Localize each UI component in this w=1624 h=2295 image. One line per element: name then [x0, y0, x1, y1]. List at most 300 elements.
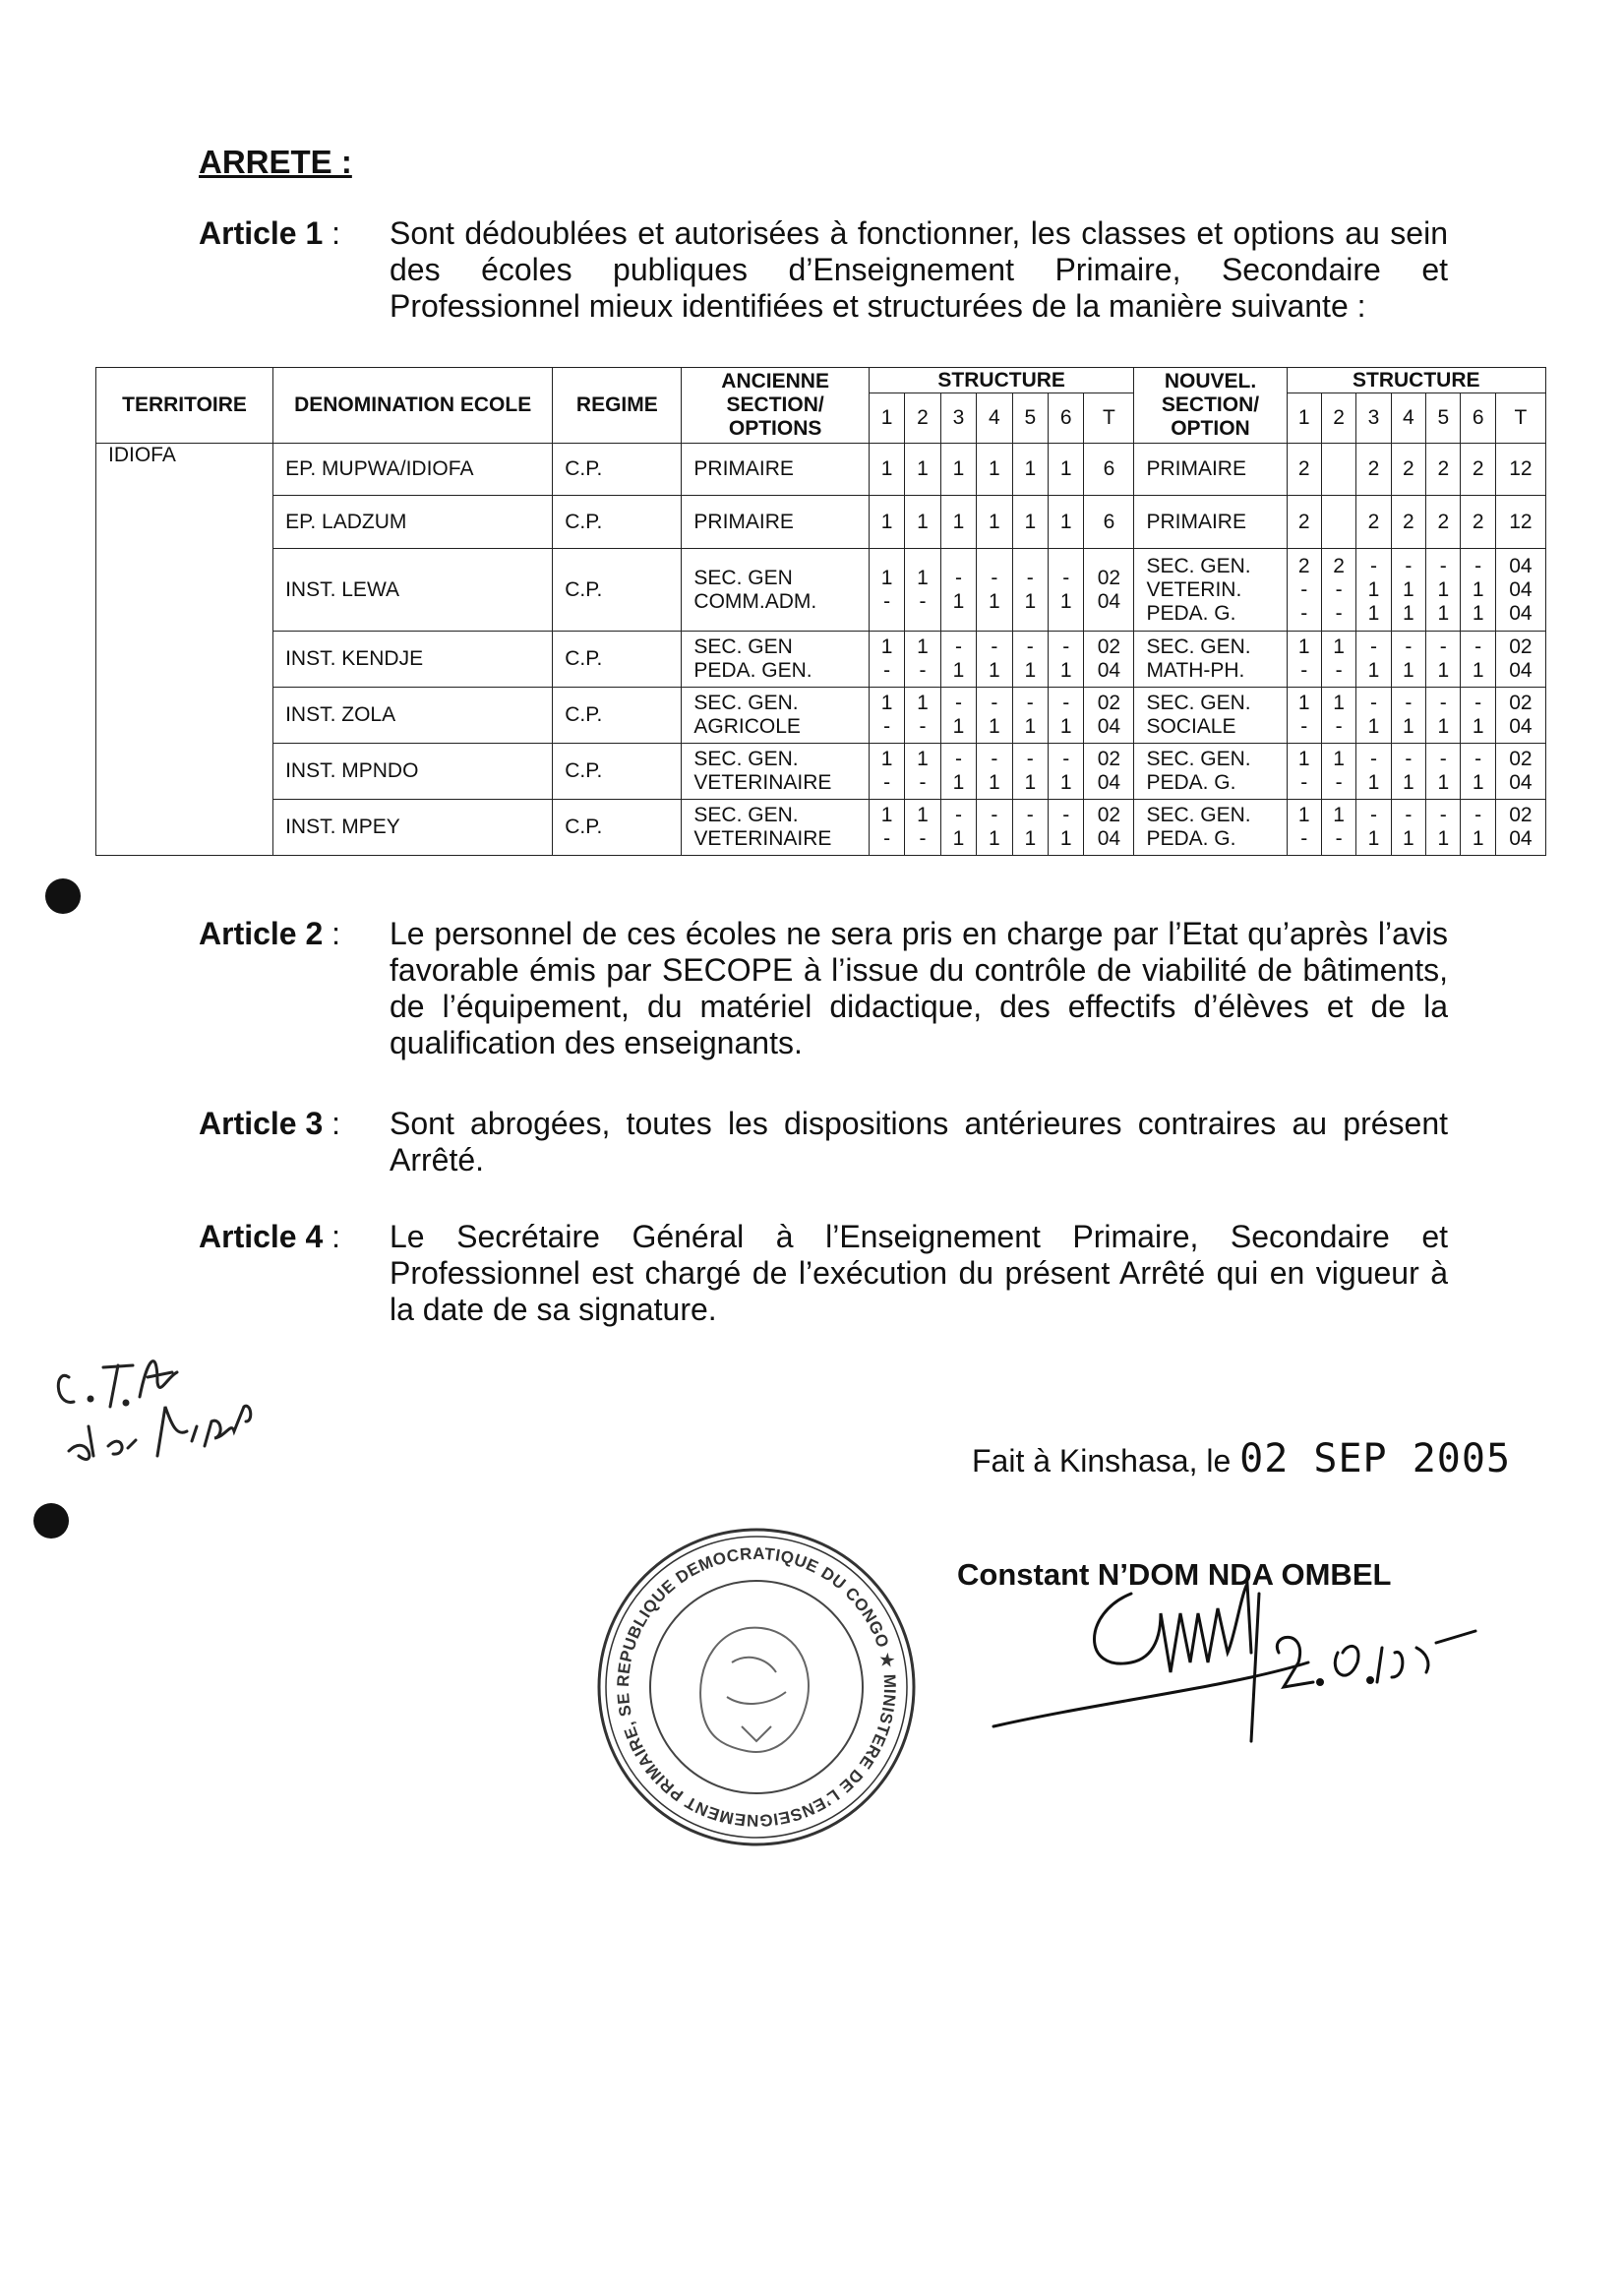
structure-cell	[977, 688, 1012, 744]
section-line: PEDA. G.	[1146, 771, 1236, 795]
old-section-cell	[682, 744, 869, 800]
structure-value: -	[1474, 635, 1482, 659]
structure-value: 1	[917, 510, 929, 533]
structure-value: -	[1062, 748, 1070, 771]
structure-value: 02	[1509, 692, 1533, 715]
structure-value: 1	[1403, 715, 1414, 739]
structure-cell	[1391, 744, 1425, 800]
structure-cell	[905, 496, 940, 548]
section-line: SEC. GEN.	[1146, 554, 1251, 577]
structure-cell	[1495, 800, 1545, 856]
old-section-cell	[682, 444, 869, 496]
structure-value: 04	[1097, 827, 1121, 851]
structure-cell	[1391, 444, 1425, 496]
structure-value: 1	[1437, 659, 1450, 683]
structure-cell	[1287, 496, 1321, 548]
table-row	[96, 800, 1546, 856]
regime-cell: C.P.	[553, 548, 682, 632]
section-line: AGRICOLE	[693, 715, 801, 739]
new-section-cell	[1134, 688, 1287, 744]
structure-cell	[1084, 688, 1134, 744]
section-line: PEDA. G.	[1146, 601, 1236, 625]
structure-value: 1	[989, 510, 1000, 533]
structure-value: -	[1370, 635, 1377, 659]
structure-value: 2	[1403, 510, 1414, 533]
structure-value: 04	[1097, 589, 1121, 613]
structure-value: 6	[1103, 457, 1115, 481]
structure-value: 1	[880, 692, 893, 715]
new-section-cell	[1134, 548, 1287, 632]
structure-value: 1	[880, 510, 893, 533]
new-section-cell	[1134, 632, 1287, 688]
structure-cell	[1391, 800, 1425, 856]
structure-value: -	[1405, 748, 1413, 771]
structure-value: -	[919, 715, 927, 739]
structure-value: 2	[1437, 457, 1450, 481]
structure-value: 1	[917, 635, 929, 659]
structure-value: -	[1300, 715, 1308, 739]
structure-value: 1	[1297, 635, 1310, 659]
header-structure-col: 2	[905, 393, 940, 444]
structure-value: -	[1300, 601, 1308, 625]
structure-cell	[1426, 688, 1461, 744]
signoff-date: 02 SEP 2005	[1239, 1436, 1512, 1481]
structure-cell	[869, 800, 904, 856]
structure-cell	[1356, 496, 1391, 548]
header-structure-col: 3	[1356, 393, 1391, 444]
structure-cell	[1391, 632, 1425, 688]
structure-value	[1322, 458, 1355, 480]
old-section-cell	[682, 632, 869, 688]
signoff-place: Fait à Kinshasa, le	[972, 1443, 1232, 1479]
structure-value: 1	[1367, 827, 1380, 851]
header-structure-col: 2	[1321, 393, 1355, 444]
structure-value: 1	[1367, 659, 1380, 683]
structure-cell	[1321, 744, 1355, 800]
structure-cell	[1426, 548, 1461, 632]
structure-value: 1	[952, 510, 965, 533]
header-structure-old: STRUCTURE	[869, 368, 1134, 393]
structure-cell	[905, 632, 940, 688]
structure-cell	[869, 744, 904, 800]
structure-value: 1	[1403, 771, 1414, 795]
header-structure-col: 3	[940, 393, 976, 444]
structure-cell	[940, 444, 976, 496]
structure-value: 2	[1297, 510, 1310, 533]
header-ancienne-section: ANCIENNE SECTION/ OPTIONS	[682, 368, 869, 444]
structure-value: 2	[1437, 510, 1450, 533]
section-line: SEC. GEN.	[693, 804, 799, 827]
structure-cell	[940, 688, 976, 744]
page-heading: ARRETE :	[199, 144, 352, 180]
structure-cell	[1495, 632, 1545, 688]
structure-value: -	[1300, 771, 1308, 795]
structure-cell	[905, 548, 940, 632]
section-line: SEC. GEN	[693, 635, 793, 659]
structure-cell	[1287, 548, 1321, 632]
structure-cell	[1426, 444, 1461, 496]
structure-cell	[1049, 548, 1084, 632]
structure-value: -	[1062, 566, 1070, 589]
section-line: PEDA. GEN.	[693, 659, 812, 683]
structure-value: -	[919, 659, 927, 683]
school-structure-table	[95, 367, 1546, 856]
structure-cell	[940, 800, 976, 856]
structure-value: 02	[1509, 748, 1533, 771]
structure-cell	[1084, 632, 1134, 688]
structure-value: 1	[917, 804, 929, 827]
structure-cell	[1495, 444, 1545, 496]
structure-value: 04	[1509, 601, 1533, 625]
regime-cell: C.P.	[553, 688, 682, 744]
structure-value: -	[883, 659, 891, 683]
punch-hole-mark	[33, 1503, 69, 1539]
structure-cell	[1461, 444, 1495, 496]
section-line: SEC. GEN.	[693, 692, 799, 715]
new-section-cell	[1134, 800, 1287, 856]
section-line: SEC. GEN.	[1146, 748, 1251, 771]
structure-value: 1	[1437, 715, 1450, 739]
structure-value: 2	[1367, 457, 1380, 481]
structure-cell	[905, 444, 940, 496]
structure-value: -	[954, 692, 962, 715]
regime-cell: C.P.	[553, 632, 682, 688]
structure-value: 6	[1103, 510, 1115, 533]
regime-cell: C.P.	[553, 800, 682, 856]
structure-cell	[869, 444, 904, 496]
structure-cell	[1321, 548, 1355, 632]
article-text: Sont dédoublées et autorisées à fonctionner, les classes et options au sein des écoles publiques d’Enseignement Primaire, Secondaire et Professionnel mieux identifiées et structurées de la manière suivante :	[390, 215, 1448, 324]
article-text: Le personnel de ces écoles ne sera pris en charge par l’Etat qu’après l’avis favorable émis par SECOPE à l’issue du contrôle de viabilité de bâtiments, de l’équipement, du matériel didactique, des effectifs d’élèves et de la qualification des enseignants.	[390, 916, 1448, 1060]
structure-value: 1	[989, 715, 1000, 739]
table-row	[96, 632, 1546, 688]
new-section-cell	[1134, 444, 1287, 496]
signature	[984, 1554, 1495, 1751]
structure-value: 1	[1403, 827, 1414, 851]
structure-cell	[1012, 496, 1048, 548]
structure-value: 1	[1403, 601, 1414, 625]
structure-cell	[1049, 496, 1084, 548]
structure-value: 2	[1403, 457, 1414, 481]
ecole-cell: EP. LADZUM	[273, 496, 553, 548]
structure-value: 1	[1367, 577, 1380, 601]
section-line: PRIMAIRE	[693, 457, 794, 481]
structure-cell	[977, 444, 1012, 496]
structure-value: 1	[952, 659, 965, 683]
structure-value: 02	[1097, 804, 1121, 827]
structure-value: 1	[1472, 659, 1484, 683]
structure-value: 1	[1059, 510, 1072, 533]
structure-value: 1	[880, 566, 893, 589]
new-section-cell	[1134, 496, 1287, 548]
structure-value: 1	[1437, 827, 1450, 851]
structure-cell	[1049, 632, 1084, 688]
structure-value: 1	[1297, 804, 1310, 827]
structure-value: -	[1300, 827, 1308, 851]
structure-cell	[1426, 496, 1461, 548]
old-section-cell	[682, 496, 869, 548]
structure-value: 02	[1097, 748, 1121, 771]
structure-value: -	[1026, 635, 1034, 659]
structure-value: 1	[1059, 659, 1072, 683]
structure-cell	[1321, 800, 1355, 856]
structure-value: -	[883, 827, 891, 851]
structure-value: 1	[1333, 692, 1345, 715]
structure-cell	[1287, 444, 1321, 496]
structure-value: 04	[1509, 771, 1533, 795]
structure-value: 1	[917, 566, 929, 589]
structure-cell	[1084, 800, 1134, 856]
structure-value: 1	[1024, 827, 1037, 851]
header-territoire: TERRITOIRE	[96, 368, 273, 444]
table-row	[96, 548, 1546, 632]
header-structure-col: 1	[869, 393, 904, 444]
structure-value: -	[1474, 554, 1482, 577]
structure-cell	[1049, 744, 1084, 800]
structure-value: 2	[1472, 510, 1484, 533]
section-line: SEC. GEN	[693, 566, 793, 589]
structure-cell	[1012, 688, 1048, 744]
structure-cell	[977, 744, 1012, 800]
table-row	[96, 744, 1546, 800]
structure-cell	[1495, 548, 1545, 632]
section-line: VETERINAIRE	[693, 771, 832, 795]
structure-value: 2	[1333, 554, 1345, 577]
article-text: Sont abrogées, toutes les dispositions antérieures contraires au présent Arrêté.	[390, 1106, 1448, 1178]
structure-value: 1	[1024, 457, 1037, 481]
structure-value: 1	[1367, 601, 1380, 625]
structure-cell	[1495, 744, 1545, 800]
structure-value: -	[1026, 566, 1034, 589]
structure-cell	[1012, 444, 1048, 496]
structure-cell	[1461, 632, 1495, 688]
structure-value: 12	[1509, 457, 1533, 481]
structure-value: 1	[1472, 577, 1484, 601]
structure-cell	[1012, 548, 1048, 632]
header-structure-col: 5	[1012, 393, 1048, 444]
structure-value: -	[1026, 748, 1034, 771]
structure-value: 1	[1297, 692, 1310, 715]
header-structure-col: T	[1084, 393, 1134, 444]
structure-value: 1	[1403, 659, 1414, 683]
header-structure-col: 4	[977, 393, 1012, 444]
structure-cell	[1084, 744, 1134, 800]
structure-value: 2	[1472, 457, 1484, 481]
structure-value: 1	[1403, 577, 1414, 601]
ecole-cell: INST. LEWA	[273, 548, 553, 632]
structure-cell	[1321, 688, 1355, 744]
structure-value: -	[1335, 659, 1343, 683]
structure-value: -	[1026, 692, 1034, 715]
ecole-cell: INST. MPEY	[273, 800, 553, 856]
structure-cell	[1287, 632, 1321, 688]
structure-value: -	[1405, 804, 1413, 827]
header-structure-new: STRUCTURE	[1287, 368, 1545, 393]
structure-value: -	[954, 748, 962, 771]
structure-value: 1	[952, 457, 965, 481]
structure-value: 04	[1509, 715, 1533, 739]
ecole-cell: INST. ZOLA	[273, 688, 553, 744]
section-line: PEDA. G.	[1146, 827, 1236, 851]
article-label: Article 3	[199, 1106, 324, 1141]
structure-cell	[869, 496, 904, 548]
structure-value: 1	[1333, 804, 1345, 827]
section-line: PRIMAIRE	[1146, 510, 1246, 533]
structure-cell	[1391, 548, 1425, 632]
signer-name: Constant N’DOM NDA OMBEL	[957, 1557, 1392, 1592]
structure-cell	[940, 496, 976, 548]
structure-value: 1	[1437, 577, 1450, 601]
old-section-cell	[682, 688, 869, 744]
structure-cell	[1356, 800, 1391, 856]
structure-value: -	[919, 589, 927, 613]
structure-value: 04	[1097, 659, 1121, 683]
structure-value: -	[1335, 771, 1343, 795]
punch-hole-mark	[45, 878, 81, 914]
structure-value: -	[991, 635, 998, 659]
table-row	[96, 688, 1546, 744]
header-structure-col: 6	[1049, 393, 1084, 444]
structure-value: 1	[989, 659, 1000, 683]
structure-cell	[1012, 632, 1048, 688]
structure-value: 1	[952, 827, 965, 851]
structure-cell	[1356, 548, 1391, 632]
table-row	[96, 496, 1546, 548]
structure-cell	[1049, 800, 1084, 856]
article-2: Article 2 : Le personnel de ces écoles ne sera pris en charge par l’Etat qu’après l’avis favorable émis par SECOPE à l’issue du contrôle de viabilité de bâtiments, de l’équipement, du matériel didactique, des effectifs d’élèves et de la qualification des enseignants.	[199, 916, 1448, 1060]
structure-cell	[940, 632, 976, 688]
structure-value: 02	[1509, 635, 1533, 659]
section-line: SEC. GEN.	[693, 748, 799, 771]
structure-value: -	[1439, 635, 1447, 659]
structure-cell	[1356, 688, 1391, 744]
structure-value: -	[991, 748, 998, 771]
structure-value: 1	[1059, 589, 1072, 613]
structure-value: 1	[989, 771, 1000, 795]
structure-cell	[1321, 496, 1355, 548]
signoff-line	[972, 1436, 1511, 1481]
structure-cell	[1084, 548, 1134, 632]
article-label: Article 1	[199, 215, 324, 251]
structure-value: 1	[1297, 748, 1310, 771]
structure-cell	[1391, 496, 1425, 548]
structure-value: -	[1300, 659, 1308, 683]
structure-value: -	[1370, 692, 1377, 715]
article-label: Article 4	[199, 1219, 324, 1254]
structure-value: 02	[1097, 566, 1121, 589]
structure-value: -	[1062, 692, 1070, 715]
svg-text:REPUBLIQUE DEMOCRATIQUE DU CON	[576, 1500, 899, 1830]
structure-value: -	[1439, 748, 1447, 771]
header-denomination: DENOMINATION ECOLE	[273, 368, 553, 444]
structure-value: 1	[1472, 771, 1484, 795]
territoire-cell: IDIOFA	[96, 444, 273, 856]
structure-cell	[1461, 744, 1495, 800]
structure-value: -	[1026, 804, 1034, 827]
structure-cell	[1426, 632, 1461, 688]
structure-value: -	[1300, 577, 1308, 601]
structure-value: 1	[917, 692, 929, 715]
table-row	[96, 444, 1546, 496]
structure-value: -	[1474, 748, 1482, 771]
structure-cell	[1461, 688, 1495, 744]
structure-value: -	[1405, 635, 1413, 659]
structure-value: 1	[1024, 715, 1037, 739]
structure-value: 1	[917, 457, 929, 481]
structure-value: 04	[1097, 771, 1121, 795]
structure-value: 04	[1509, 554, 1533, 577]
structure-cell	[1461, 496, 1495, 548]
structure-cell	[1012, 800, 1048, 856]
structure-cell	[905, 800, 940, 856]
header-nouvel-section: NOUVEL. SECTION/ OPTION	[1134, 368, 1287, 444]
structure-value: 04	[1509, 659, 1533, 683]
structure-value: -	[954, 566, 962, 589]
section-line: SEC. GEN.	[1146, 692, 1251, 715]
structure-value: -	[1474, 804, 1482, 827]
structure-value: 1	[1024, 510, 1037, 533]
structure-value: -	[1370, 748, 1377, 771]
structure-value: 2	[1297, 554, 1310, 577]
structure-cell	[1084, 444, 1134, 496]
header-structure-col: 1	[1287, 393, 1321, 444]
structure-value: 1	[1437, 771, 1450, 795]
structure-cell	[977, 632, 1012, 688]
section-line: MATH-PH.	[1146, 659, 1245, 683]
structure-cell	[977, 548, 1012, 632]
structure-value: 1	[952, 589, 965, 613]
structure-value: -	[1405, 554, 1413, 577]
structure-value: 1	[1472, 715, 1484, 739]
structure-cell	[940, 744, 976, 800]
regime-cell: C.P.	[553, 444, 682, 496]
structure-value: -	[1439, 692, 1447, 715]
structure-value: 04	[1097, 715, 1121, 739]
ecole-cell: EP. MUPWA/IDIOFA	[273, 444, 553, 496]
structure-value	[1322, 512, 1355, 533]
structure-cell	[1356, 744, 1391, 800]
structure-value: -	[1370, 554, 1377, 577]
structure-cell	[1084, 496, 1134, 548]
header-structure-col: T	[1495, 393, 1545, 444]
structure-value: 1	[1059, 827, 1072, 851]
structure-value: -	[991, 566, 998, 589]
old-section-cell	[682, 800, 869, 856]
structure-value: 1	[880, 635, 893, 659]
structure-value: -	[919, 827, 927, 851]
structure-cell	[1495, 688, 1545, 744]
structure-value: -	[883, 771, 891, 795]
structure-value: 1	[880, 748, 893, 771]
section-line: SEC. GEN.	[1146, 804, 1251, 827]
structure-cell	[977, 496, 1012, 548]
structure-cell	[1049, 444, 1084, 496]
structure-value: -	[954, 635, 962, 659]
structure-cell	[1495, 496, 1545, 548]
structure-cell	[905, 688, 940, 744]
structure-cell	[869, 632, 904, 688]
structure-value: 1	[989, 457, 1000, 481]
structure-value: 1	[952, 771, 965, 795]
structure-cell	[1461, 548, 1495, 632]
structure-value: -	[1335, 715, 1343, 739]
structure-value: 02	[1097, 635, 1121, 659]
structure-cell	[977, 800, 1012, 856]
structure-value: 1	[1472, 827, 1484, 851]
section-line: PRIMAIRE	[1146, 457, 1246, 481]
structure-value: 1	[952, 715, 965, 739]
structure-value: 04	[1509, 827, 1533, 851]
